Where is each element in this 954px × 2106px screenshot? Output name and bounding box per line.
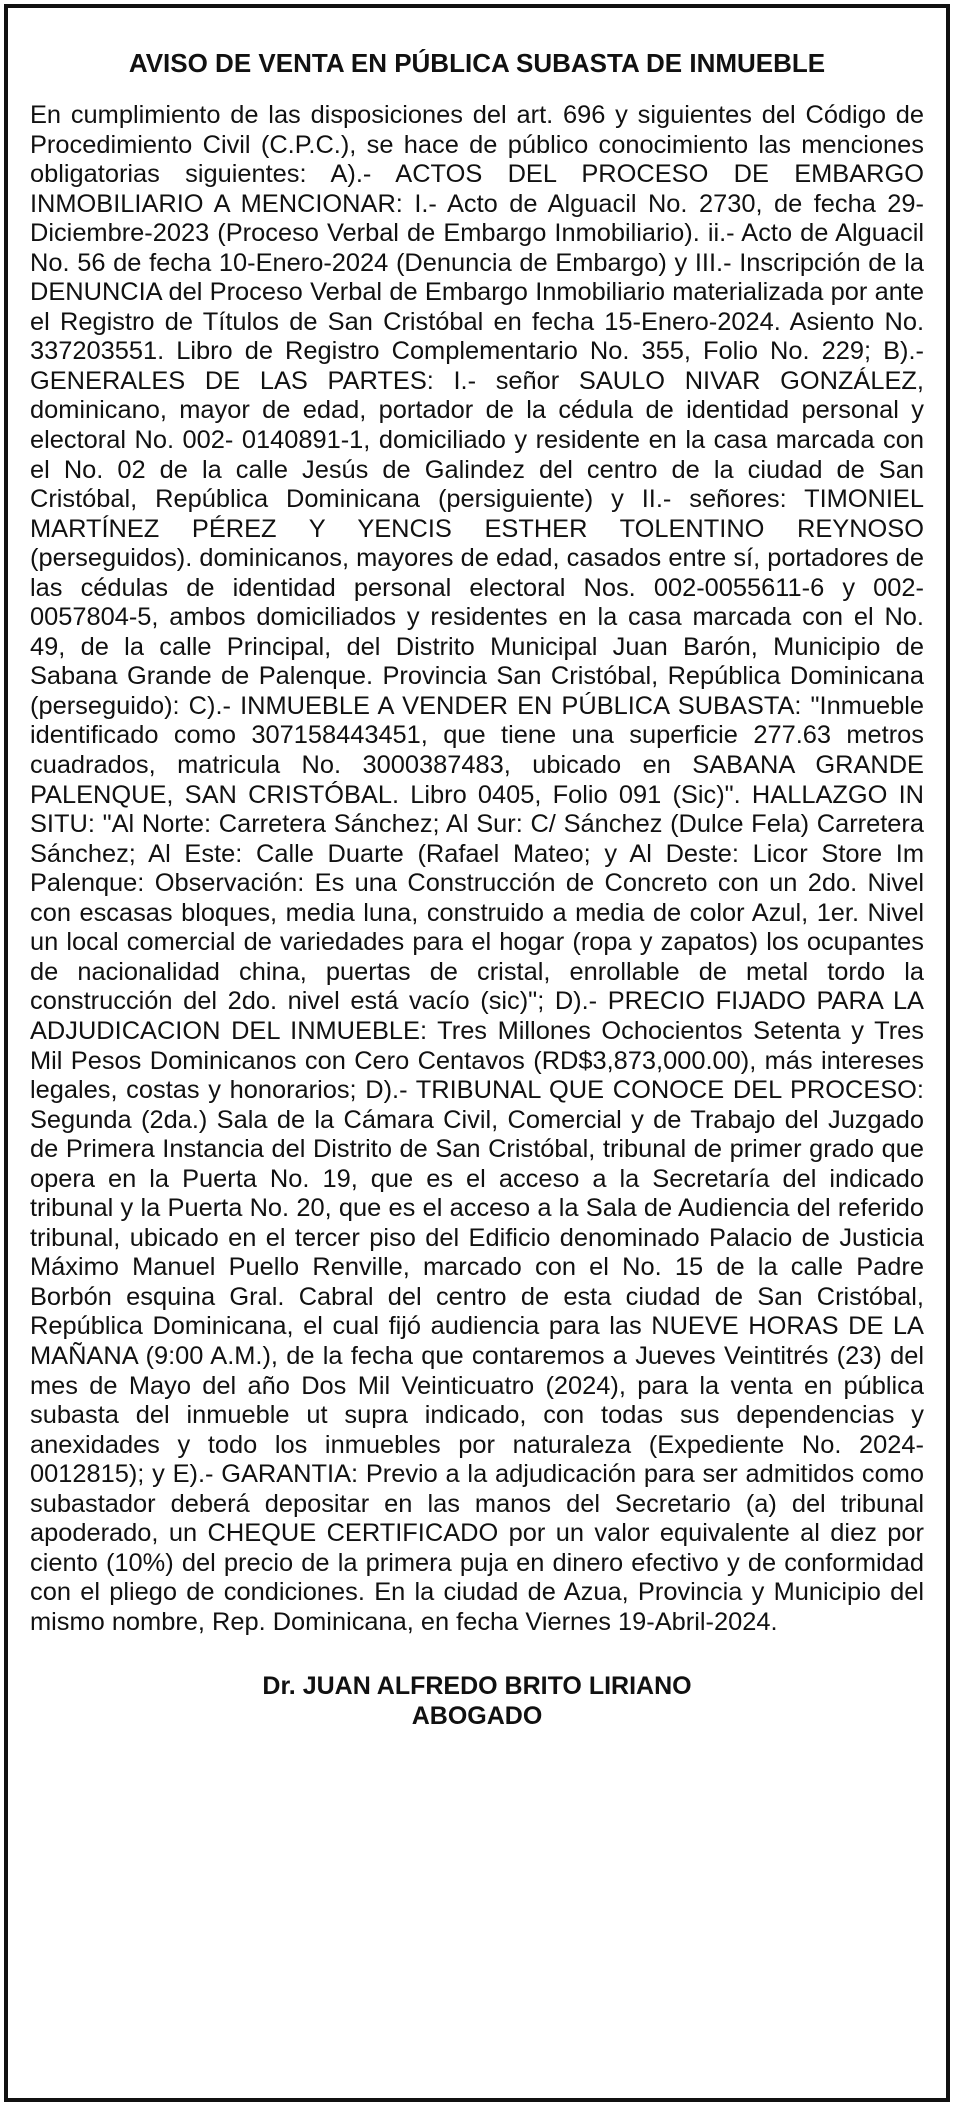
notice-title: AVISO DE VENTA EN PÚBLICA SUBASTA DE INMUEBLE bbox=[128, 48, 826, 78]
notice-content bbox=[30, 48, 924, 1731]
signature-role: ABOGADO bbox=[411, 1702, 543, 1731]
signature-block bbox=[30, 1671, 924, 1731]
notice-border-frame bbox=[4, 4, 950, 2102]
notice-body: En cumplimiento de las disposiciones del art. 696 y siguientes del Código de Procedimiento Civil (C.P.C.), se hace de público conocimiento las menciones obligatorias siguientes: A).- ACTOS DEL PROCESO DE EMBARGO INMOBILIARIO A MENCIONAR: I.- Acto de Alguacil No. 2730, de fecha 29- Diciembre-2023 (Proceso Verbal de Embargo Inmobiliario). ii.- Acto de Alguacil No. 56 de fecha 10-Enero-2024 (Denuncia de Embargo) y III.- Inscripción de la DENUNCIA del Proceso Verbal de Embargo Inmobiliario materializada por ante el Registro de Títulos de San Cristóbal en fecha 15-Enero-2024. Asiento No. 337203551. Libro de Registro Complementario No. 355, Folio No. 229; B).- GENERALES DE LAS PARTES: I.- señor SAULO NIVAR GONZÁLEZ, dominicano, mayor de edad, portador de la cédula de identidad personal y electoral No. 002- 0140891-1, domiciliado y residente en la casa marcada con el No. 02 de la calle Jesús de Galindez del centro de la ciudad de San Cristóbal, República Dominicana (persiguiente) y II.- señores: TIMONIEL MARTÍNEZ PÉREZ Y YENCIS ESTHER TOLENTINO REYNOSO (perseguidos). dominicanos, mayores de edad, casados entre sí, portadores de las cédulas de identidad personal electoral Nos. 002-0055611-6 y 002-0057804-5, ambos domiciliados y residentes en la casa marcada con el No. 49, de la calle Principal, del Distrito Municipal Juan Barón, Municipio de Sabana Grande de Palenque. Provincia San Cristóbal, República Dominicana (perseguido): C).- INMUEBLE A VENDER EN PÚBLICA SUBASTA: "Inmueble identificado como 307158443451, que tiene una superficie 277.63 metros cuadrados, matricula No. 3000387483, ubicado en SABANA GRANDE PALENQUE, SAN CRISTÓBAL. Libro 0405, Folio 091 (Sic)". HALLAZGO IN SITU: "Al Norte: Carretera Sánchez; Al Sur: C/ Sánchez (Dulce Fela) Carretera Sánchez; Al Este: Calle Duarte (Rafael Mateo; y Al Deste: Licor Store Im Palenque: Observación: Es una Construcción de Concreto con un 2do. Nivel con escasas bloques, media luna, construido a media de color Azul, 1er. Nivel un local comercial de variedades para el hogar (ropa y zapatos) los ocupantes de nacionalidad china, puertas de cristal, enrollable de metal tordo la construcción del 2do. nivel está vacío (sic)"; D).- PRECIO FIJADO PARA LA ADJUDICACION DEL INMUEBLE: Tres Millones Ochocientos Setenta y Tres Mil Pesos Dominicanos con Cero Centavos (RD$3,873,000.00), más intereses legales, costas y honorarios; D).- TRIBUNAL QUE CONOCE DEL PROCESO: Segunda (2da.) Sala de la Cámara Civil, Comercial y de Trabajo del Juzgado de Primera Instancia del Distrito de San Cristóbal, tribunal de primer grado que opera en la Puerta No. 19, que es el acceso a la Secretaría del indicado tribunal y la Puerta No. 20, que es el acceso a la Sala de Audiencia del referido tribunal, ubicado en el tercer piso del Edificio denominado Palacio de Justicia Máximo Manuel Puello Renville, marcado con el No. 15 de la calle Padre Borbón esquina Gral. Cabral del centro de esta ciudad de San Cristóbal, República Dominicana, el cual fijó audiencia para las NUEVE HORAS DE LA MAÑANA (9:00 A.M.), de la fecha que contaremos a Jueves Veintitrés (23) del mes de Mayo del año Dos Mil Veinticuatro (2024), para la venta en pública subasta del inmueble ut supra indicado, con todas sus dependencias y anexidades y todo los inmuebles por naturaleza (Expediente No. 2024-0012815); y E).- GARANTIA: Previo a la adjudicación para ser admitidos como subastador deberá depositar en las manos del Secretario (a) del tribunal apoderado, un CHEQUE CERTIFICADO por un valor equivalente al diez por ciento (10%) del precio de la primera puja en dinero efectivo y de conformidad con el pliego de condiciones. En la ciudad de Azua, Provincia y Municipio del mismo nombre, Rep. Dominicana, en fecha Viernes 19-Abril-2024. bbox=[30, 101, 924, 1636]
signature-name: Dr. JUAN ALFREDO BRITO LIRIANO bbox=[262, 1672, 692, 1701]
